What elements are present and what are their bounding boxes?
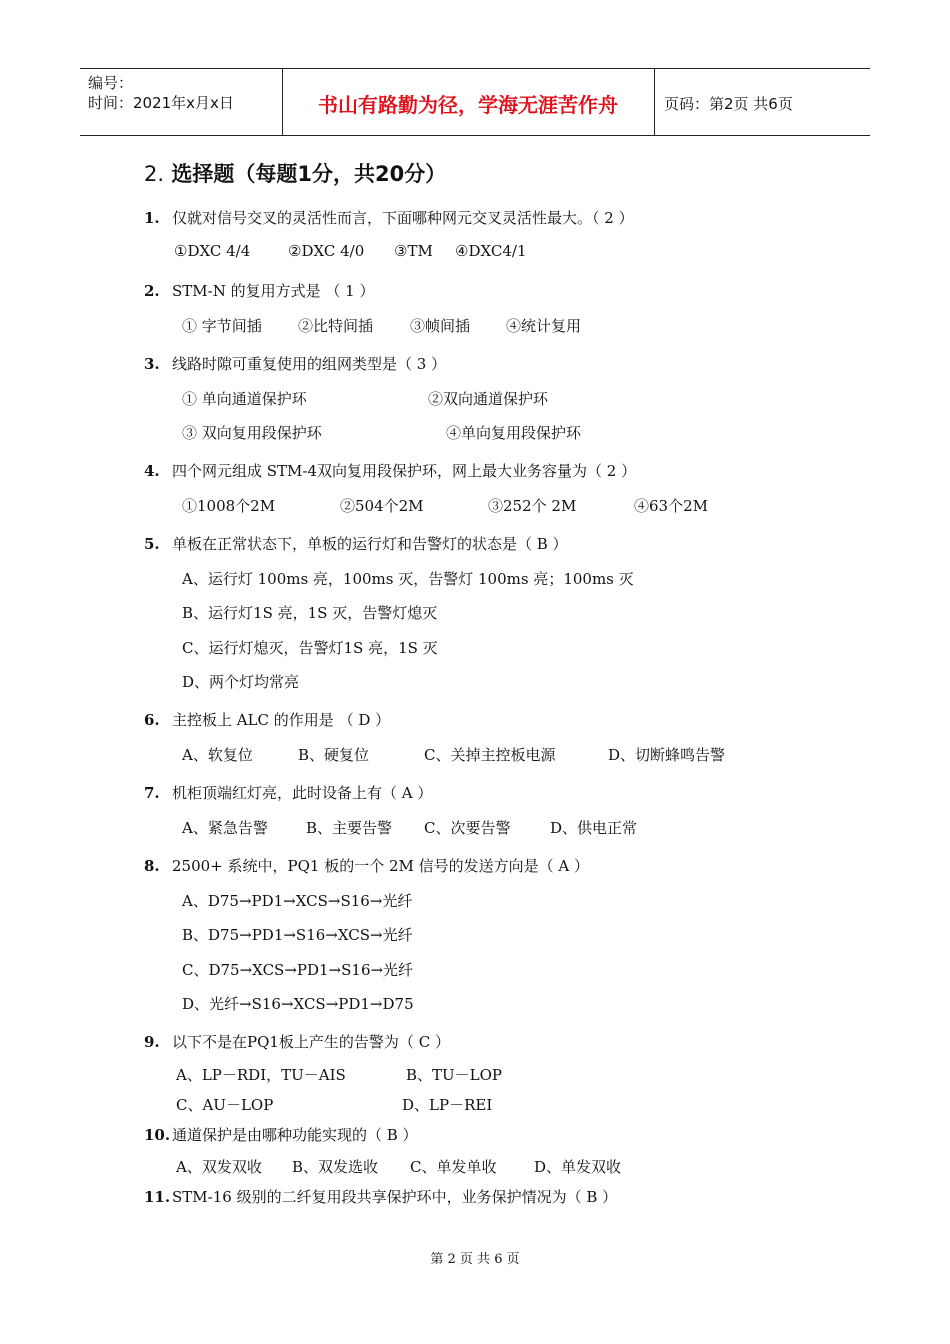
option: D、供电正常 (550, 819, 638, 837)
option: ① 字节间插 (182, 317, 262, 335)
question (144, 1124, 418, 1145)
question (144, 1186, 617, 1207)
question-number: 9. (144, 1033, 160, 1051)
question (144, 460, 636, 481)
option: ②DXC 4/0 (288, 242, 365, 260)
section-number: 2. (144, 162, 165, 186)
header-meta (88, 73, 234, 113)
option: ③帧间插 (410, 317, 471, 335)
option: B、D75→PD1→S16→XCS→光纤 (182, 926, 413, 944)
option: ③252个 2M (488, 497, 577, 515)
option: ①DXC 4/4 (174, 242, 251, 260)
question-text: 主控板上 ALC 的作用是 （ D ） (172, 711, 391, 729)
option: C、运行灯熄灭，告警灯1S 亮，1S 灭 (182, 639, 438, 657)
question-number: 4. (144, 462, 160, 480)
option: ④63个2M (634, 497, 708, 515)
option: D、光纤→S16→XCS→PD1→D75 (182, 995, 414, 1013)
time-label: 时间：2021年x月x日 (88, 94, 234, 112)
question (144, 207, 634, 228)
question-number: 10. (144, 1126, 171, 1144)
question-number: 3. (144, 355, 160, 373)
page-header (80, 68, 870, 136)
option: A、紧急告警 (182, 819, 268, 837)
question (144, 533, 568, 554)
question-number: 7. (144, 784, 160, 802)
question-text: 2500+ 系统中，PQ1 板的一个 2M 信号的发送方向是（ A ） (172, 857, 590, 875)
question (144, 709, 390, 730)
question (144, 1031, 450, 1052)
option: C、AU－LOP (176, 1096, 274, 1114)
option: A、双发双收 (176, 1158, 262, 1176)
option: A、D75→PD1→XCS→S16→光纤 (182, 892, 413, 910)
section-title (144, 158, 446, 188)
option: A、软复位 (182, 746, 253, 764)
question-text: 以下不是在PQ1板上产生的告警为（ C ） (172, 1033, 450, 1051)
option: ②比特间插 (298, 317, 374, 335)
option: ③TM (394, 242, 433, 260)
option: B、主要告警 (306, 819, 393, 837)
option: C、次要告警 (424, 819, 511, 837)
option: ②双向通道保护环 (428, 390, 549, 408)
option: B、双发选收 (292, 1158, 379, 1176)
option: D、LP－REI (402, 1096, 493, 1114)
question-text: 单板在正常状态下，单板的运行灯和告警灯的状态是（ B ） (172, 535, 568, 553)
question (144, 280, 374, 301)
option: A、运行灯 100ms 亮，100ms 灭，告警灯 100ms 亮；100ms 灭 (182, 570, 634, 588)
option: B、运行灯1S 亮，1S 灭，告警灯熄灭 (182, 604, 438, 622)
option: C、关掉主控板电源 (424, 746, 556, 764)
option: ①1008个2M (182, 497, 276, 515)
option: ④统计复用 (506, 317, 582, 335)
option: D、单发双收 (534, 1158, 622, 1176)
option: A、LP－RDI，TU－AIS (176, 1066, 346, 1084)
question (144, 353, 446, 374)
option: ③ 双向复用段保护环 (182, 424, 322, 442)
option: ① 单向通道保护环 (182, 390, 307, 408)
header-divider (654, 69, 655, 135)
question-number: 6. (144, 711, 160, 729)
question-text: 机柜顶端红灯亮，此时设备上有（ A ） (172, 784, 433, 802)
option: C、D75→XCS→PD1→S16→光纤 (182, 961, 414, 979)
question-text: 四个网元组成 STM-4双向复用段保护环，网上最大业务容量为（ 2 ） (172, 462, 637, 480)
option: B、TU－LOP (406, 1066, 503, 1084)
option: ②504个2M (340, 497, 424, 515)
question-text: 仅就对信号交叉的灵活性而言，下面哪种网元交叉灵活性最大。（ 2 ） (172, 209, 634, 227)
question-number: 8. (144, 857, 160, 875)
number-label: 编号： (88, 74, 134, 92)
option: B、硬复位 (298, 746, 370, 764)
question-text: 线路时隙可重复使用的组网类型是（ 3 ） (172, 355, 447, 373)
option: ④DXC4/1 (455, 242, 527, 260)
option: D、切断蜂鸣告警 (608, 746, 726, 764)
header-motto: 书山有路勤为径，学海无涯苦作舟 (318, 93, 618, 117)
question-text: 通道保护是由哪种功能实现的（ B ） (172, 1126, 418, 1144)
question-number: 11. (144, 1188, 171, 1206)
question-text: STM-N 的复用方式是 （ 1 ） (172, 282, 375, 300)
page-footer: 第 2 页 共 6 页 (430, 1252, 520, 1267)
option: C、单发单收 (410, 1158, 497, 1176)
question-number: 5. (144, 535, 160, 553)
option: ④单向复用段保护环 (446, 424, 582, 442)
question (144, 782, 432, 803)
header-page-info: 页码：第2页 共6页 (664, 95, 793, 113)
section-title-text: 选择题（每题1分，共20分） (171, 162, 447, 186)
option: D、两个灯均常亮 (182, 673, 300, 691)
question-number: 1. (144, 209, 160, 227)
question (144, 855, 589, 876)
question-text: STM-16 级别的二纤复用段共享保护环中，业务保护情况为（ B ） (172, 1188, 618, 1206)
question-number: 2. (144, 282, 160, 300)
